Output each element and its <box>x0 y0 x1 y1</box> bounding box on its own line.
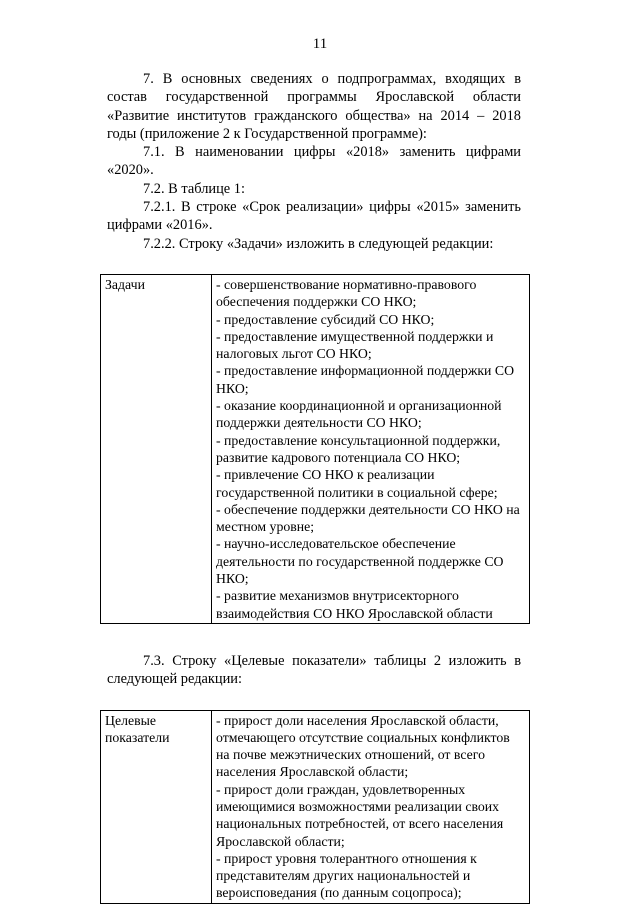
page-number: 11 <box>312 36 328 52</box>
indicators-content <box>212 710 530 903</box>
list-item: - привлечение СО НКО к реализации государственной политики в социальной сфере; <box>216 467 498 500</box>
list-item: - предоставление субсидий СО НКО; <box>216 311 435 327</box>
paragraph-7-2-1: 7.2.1. В строке «Срок реализации» цифры «2015» заменить цифрами «2016». <box>107 199 521 234</box>
table-row <box>101 710 530 903</box>
paragraph-7-2-2: 7.2.2. Строку «Задачи» изложить в следующей редакции: <box>143 235 494 252</box>
list-item: - прирост уровня толерантного отношения к представителям других национальностей и вероисповедания (по данным соцопроса); <box>216 850 477 901</box>
list-item: - совершенствование нормативно-правового обеспечения поддержки СО НКО; <box>216 276 477 310</box>
paragraph-7-1: 7.1. В наименовании цифры «2018» заменить цифрами «2020». <box>107 144 521 179</box>
list-item: - прирост доли граждан, удовлетворенных имеющимися возможностями реализации своих национальных потребностей, от всего населения Ярославской области; <box>216 781 504 849</box>
indicators-table <box>100 710 530 904</box>
list-item: - развитие механизмов внутрисекторного взаимодействия СО НКО Ярославской области <box>216 588 493 621</box>
indicators-label: Целевые показатели <box>101 710 212 903</box>
paragraph-7: 7. В основных сведениях о подпрограммах, входящих в состав государственной программы Ярославской области «Развитие институтов гражданского общества» на 2014 – 2018 годы (приложение 2 к Государственной программе): <box>107 71 521 142</box>
tasks-label: Задачи <box>101 274 212 623</box>
paragraph-7-2: 7.2. В таблице 1: <box>143 180 245 197</box>
tasks-table <box>100 274 530 624</box>
paragraph-7-3: 7.3. Строку «Целевые показатели» таблицы 2 изложить в следующей редакции: <box>107 652 521 688</box>
tasks-content <box>212 274 530 623</box>
list-item: - предоставление информационной поддержки СО НКО; <box>216 363 515 396</box>
list-item: - предоставление имущественной поддержки и налоговых льгот СО НКО; <box>216 328 494 362</box>
table-row <box>101 274 530 623</box>
list-item: - прирост доли населения Ярославской области, отмечающего отсутствие социальных конфликтов на почве межэтнических отношений, от всего населения Ярославской области; <box>216 712 510 780</box>
list-item: - предоставление консультационной поддержки, развитие кадрового потенциала СО НКО; <box>216 432 501 465</box>
list-item: - оказание координационной и организационной поддержки деятельности СО НКО; <box>216 398 502 431</box>
list-item: - обеспечение поддержки деятельности СО НКО на местном уровне; <box>216 501 520 535</box>
list-item: - научно-исследовательское обеспечение деятельности по государственной поддержке СО НКО; <box>216 536 504 587</box>
document-body <box>107 70 521 904</box>
